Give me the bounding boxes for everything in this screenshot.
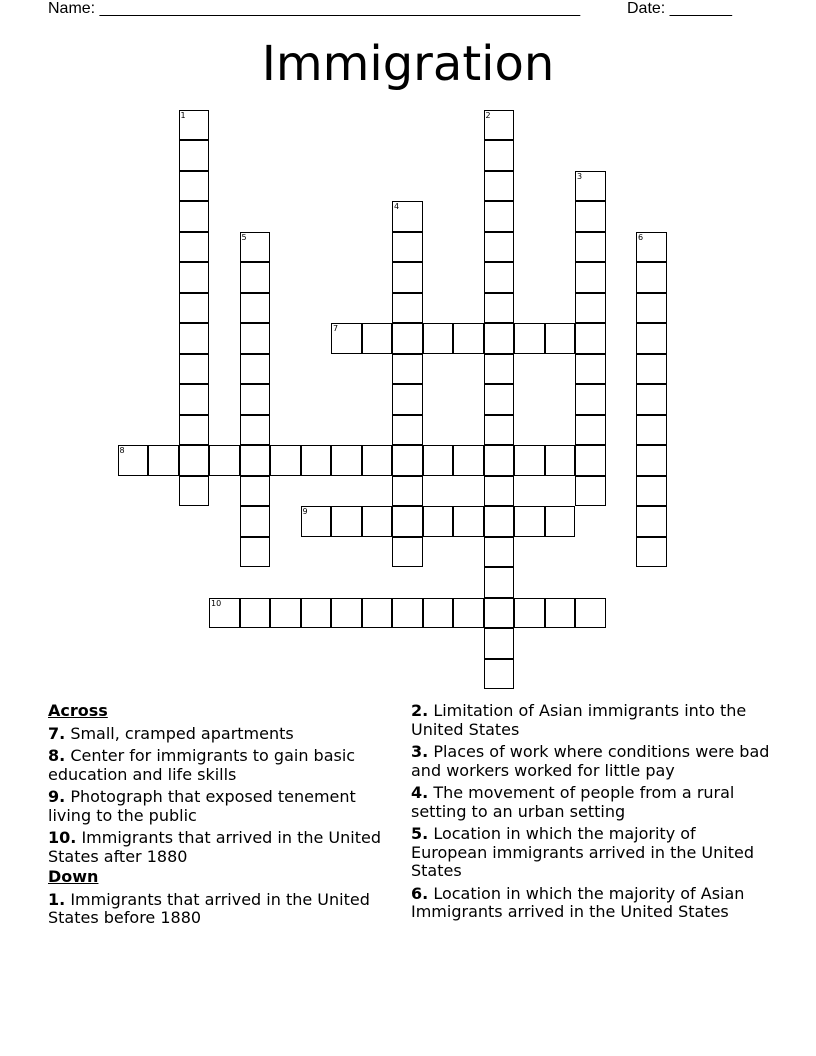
clue-number-label: 2 [485, 110, 491, 120]
crossword-cell[interactable] [575, 171, 606, 202]
page-title: Immigration [261, 36, 555, 92]
clue-number-label: 7 [333, 324, 339, 333]
clue-text: Location in which the majority of European immigrants arrived in the United States [411, 824, 754, 880]
crossword-cell[interactable] [179, 293, 210, 324]
crossword-cell[interactable] [392, 323, 423, 354]
clue-text: Places of work where conditions were bad and workers worked for little pay [411, 742, 770, 780]
crossword-cell[interactable] [575, 354, 606, 385]
crossword-cell[interactable] [484, 506, 515, 537]
crossword-cell[interactable] [453, 598, 484, 629]
crossword-cell[interactable] [636, 323, 667, 354]
crossword-cell[interactable] [179, 140, 210, 171]
crossword-cell[interactable] [240, 384, 271, 415]
clue-number: 3. [411, 742, 429, 761]
crossword-cell[interactable] [484, 659, 515, 690]
crossword-cell[interactable] [484, 323, 515, 354]
crossword-cell[interactable] [636, 232, 667, 263]
clue-number-label: 4 [394, 202, 400, 211]
crossword-cell[interactable] [484, 384, 515, 415]
clue-number-label: 10 [211, 598, 222, 608]
crossword-cell[interactable] [636, 354, 667, 385]
down-heading: Down [48, 867, 99, 886]
crossword-cell[interactable] [148, 445, 179, 476]
crossword-cell[interactable] [484, 232, 515, 263]
crossword-cell[interactable] [484, 354, 515, 385]
clue-text: Immigrants that arrived in the United States after 1880 [48, 828, 381, 866]
clue-text: Immigrants that arrived in the United States before 1880 [48, 889, 370, 927]
clues-left-column [48, 702, 393, 932]
clue-number: 10. [48, 828, 77, 847]
crossword-cell[interactable] [362, 323, 393, 354]
crossword-cell[interactable] [240, 537, 271, 568]
crossword-cell[interactable] [636, 293, 667, 324]
crossword-cell[interactable] [575, 445, 606, 476]
crossword-cell[interactable] [484, 537, 515, 568]
crossword-cell[interactable] [575, 323, 606, 354]
clue-number-label: 3 [577, 171, 583, 181]
crossword-cell[interactable] [392, 476, 423, 507]
crossword-cell[interactable] [240, 506, 271, 537]
crossword-cell[interactable] [484, 201, 515, 232]
crossword-cell[interactable] [484, 628, 515, 659]
clue-number: 7. [48, 723, 66, 743]
crossword-cell[interactable] [179, 354, 210, 385]
crossword-cell[interactable] [636, 506, 667, 537]
crossword-cell[interactable] [179, 384, 210, 415]
crossword-cell[interactable] [575, 384, 606, 415]
crossword-cell[interactable] [240, 354, 271, 385]
clue-across-9 [48, 788, 393, 825]
crossword-cell[interactable] [484, 476, 515, 507]
crossword-cell[interactable] [179, 201, 210, 232]
crossword-cell[interactable] [423, 323, 454, 354]
crossword-cell[interactable] [575, 598, 606, 629]
crossword-cell[interactable] [636, 445, 667, 476]
crossword-cell[interactable] [392, 232, 423, 263]
crossword-cell[interactable] [545, 506, 576, 537]
crossword-cell[interactable] [179, 415, 210, 446]
crossword-cell[interactable] [392, 445, 423, 476]
clue-across-10 [48, 829, 393, 866]
clue-across-7 [48, 725, 393, 744]
crossword-cell[interactable] [179, 262, 210, 293]
crossword-cell[interactable] [179, 171, 210, 202]
clue-text: Limitation of Asian immigrants into the United States [411, 701, 747, 739]
crossword-cell[interactable] [331, 445, 362, 476]
crossword-cell[interactable] [331, 323, 362, 354]
clue-number-label: 6 [638, 232, 644, 242]
clue-down-2 [411, 702, 771, 739]
crossword-cell[interactable] [636, 384, 667, 415]
crossword-cell[interactable] [240, 323, 271, 354]
crossword-cell[interactable] [179, 110, 210, 141]
crossword-cell[interactable] [240, 445, 271, 476]
crossword-cell[interactable] [301, 598, 332, 629]
clue-text: Photograph that exposed tenement living to the public [48, 787, 356, 825]
crossword-cell[interactable] [514, 323, 545, 354]
crossword-cell[interactable] [362, 506, 393, 537]
crossword-cell[interactable] [484, 415, 515, 446]
crossword-cell[interactable] [484, 140, 515, 171]
clue-down-4 [411, 784, 771, 821]
crossword-cell[interactable] [423, 445, 454, 476]
crossword-cell[interactable] [636, 262, 667, 293]
name-field-label: Name: ______________________________________________________ [48, 0, 581, 17]
clue-text: Small, cramped apartments [70, 723, 294, 743]
crossword-cell[interactable] [270, 598, 301, 629]
crossword-cell[interactable] [392, 598, 423, 629]
clue-text: The movement of people from a rural setting to an urban setting [411, 783, 735, 821]
crossword-cell[interactable] [392, 354, 423, 385]
clues-right-column [411, 702, 771, 926]
clue-number: 2. [411, 701, 429, 720]
clue-number: 4. [411, 783, 429, 802]
crossword-cell[interactable] [301, 445, 332, 476]
clue-down-3 [411, 743, 771, 780]
crossword-cell[interactable] [240, 232, 271, 263]
clue-number-label: 1 [180, 110, 186, 120]
crossword-cell[interactable] [636, 415, 667, 446]
clue-text: Center for immigrants to gain basic education and life skills [48, 746, 356, 784]
crossword-cell[interactable] [392, 415, 423, 446]
crossword-cell[interactable] [545, 598, 576, 629]
crossword-cell[interactable] [240, 262, 271, 293]
crossword-cell[interactable] [362, 598, 393, 629]
crossword-cell[interactable] [545, 323, 576, 354]
crossword-cell[interactable] [301, 506, 332, 537]
clue-text: Location in which the majority of Asian Immigrants arrived in the United States [411, 883, 745, 921]
crossword-cell[interactable] [423, 506, 454, 537]
crossword-cell[interactable] [392, 537, 423, 568]
crossword-cell[interactable] [240, 476, 271, 507]
crossword-cell[interactable] [118, 445, 149, 476]
crossword-cell[interactable] [179, 476, 210, 507]
crossword-cell[interactable] [392, 506, 423, 537]
clue-number-label: 5 [241, 232, 247, 242]
crossword-cell[interactable] [392, 384, 423, 415]
across-heading: Across [48, 701, 108, 720]
crossword-cell[interactable] [453, 323, 484, 354]
crossword-cell[interactable] [545, 445, 576, 476]
crossword-cell[interactable] [392, 293, 423, 324]
crossword-cell[interactable] [240, 415, 271, 446]
crossword-cell[interactable] [484, 293, 515, 324]
crossword-cell[interactable] [392, 201, 423, 232]
clue-number-label: 9 [302, 507, 308, 516]
clue-down-6 [411, 885, 771, 922]
crossword-cell[interactable] [423, 598, 454, 629]
crossword-cell[interactable] [240, 598, 271, 629]
crossword-cell[interactable] [179, 232, 210, 263]
crossword-cell[interactable] [636, 476, 667, 507]
crossword-cell[interactable] [636, 537, 667, 568]
crossword-cell[interactable] [331, 506, 362, 537]
crossword-cell[interactable] [484, 567, 515, 598]
clue-number: 6. [411, 883, 429, 903]
crossword-cell[interactable] [575, 476, 606, 507]
clue-number: 1. [48, 889, 66, 909]
crossword-cell[interactable] [514, 598, 545, 629]
crossword-cell[interactable] [240, 293, 271, 324]
crossword-cell[interactable] [484, 262, 515, 293]
clue-down-1 [48, 891, 393, 928]
date-field-label: Date: _______ [627, 0, 732, 17]
crossword-cell[interactable] [575, 415, 606, 446]
clue-down-5 [411, 825, 771, 881]
crossword-cell[interactable] [209, 598, 240, 629]
clue-number: 5. [411, 824, 429, 843]
crossword-cell[interactable] [575, 201, 606, 232]
clue-number: 9. [48, 787, 66, 806]
crossword-cell[interactable] [179, 323, 210, 354]
crossword-cell[interactable] [453, 445, 484, 476]
crossword-cell[interactable] [575, 293, 606, 324]
crossword-cell[interactable] [392, 262, 423, 293]
clue-number: 8. [48, 746, 66, 765]
crossword-cell[interactable] [209, 445, 240, 476]
crossword-cell[interactable] [484, 598, 515, 629]
crossword-cell[interactable] [270, 445, 301, 476]
crossword-cell[interactable] [484, 110, 515, 141]
crossword-cell[interactable] [331, 598, 362, 629]
crossword-cell[interactable] [575, 262, 606, 293]
crossword-cell[interactable] [514, 445, 545, 476]
crossword-cell[interactable] [514, 506, 545, 537]
crossword-cell[interactable] [575, 232, 606, 263]
crossword-cell[interactable] [453, 506, 484, 537]
crossword-cell[interactable] [484, 171, 515, 202]
crossword-cell[interactable] [179, 445, 210, 476]
crossword-cell[interactable] [484, 445, 515, 476]
clue-number-label: 8 [119, 446, 125, 455]
crossword-cell[interactable] [362, 445, 393, 476]
clue-across-8 [48, 747, 393, 784]
